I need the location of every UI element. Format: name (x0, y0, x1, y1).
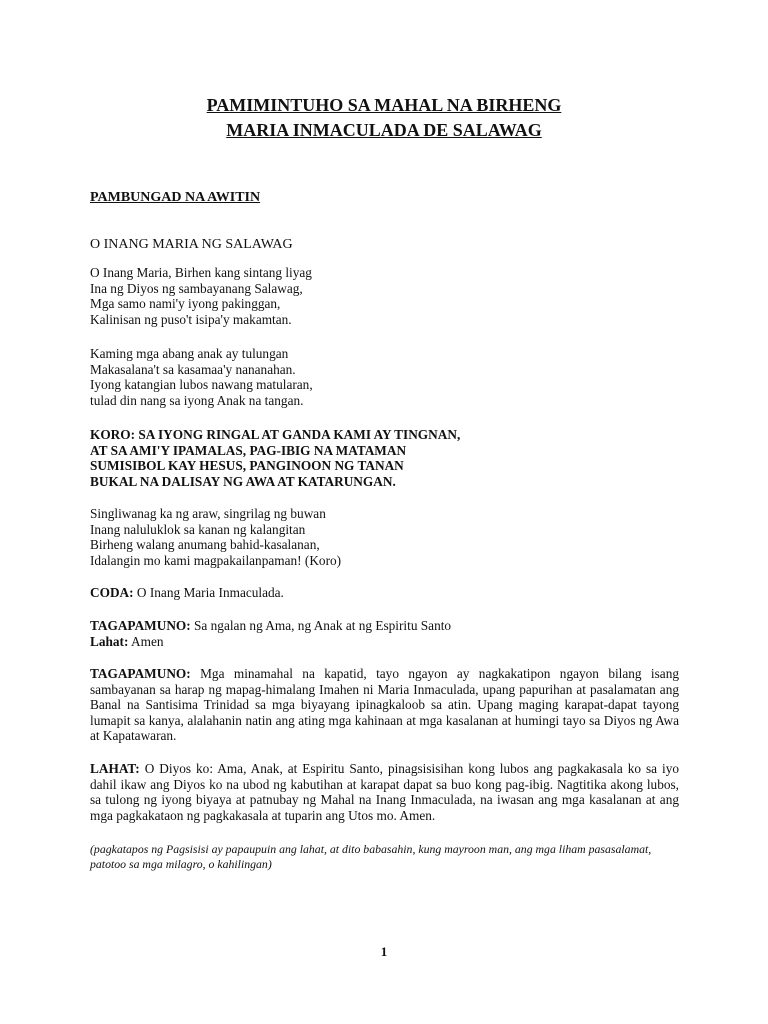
koro-line: KORO: SA IYONG RINGAL AT GANDA KAMI AY TINGNAN, (90, 427, 461, 442)
koro (90, 427, 679, 489)
instruction-note: (pagkatapos ng Pagsisisi ay papaupuin ang lahat, at dito babasahin, kung mayroon man, ang mga liham pasasalamat, patotoo sa mga milagro, o kahilingan) (90, 842, 652, 871)
koro-line: AT SA AMI'Y IPAMALAS, PAG-IBIG NA MATAMAN (90, 442, 407, 458)
intro-label: TAGAPAMUNO: (90, 666, 191, 681)
koro-line: SUMISIBOL KAY HESUS, PANGINOON NG TANAN (90, 458, 404, 474)
greeting-text: Sa ngalan ng Ama, ng Anak at ng Espiritu Santo (194, 618, 452, 633)
song-title: O INANG MARIA NG SALAWAG (90, 237, 293, 252)
stanza-line: Ina ng Diyos ng sambayanang Salawag, (90, 280, 303, 296)
stanza-line: Kaming mga abang anak ay tulungan (90, 346, 289, 361)
intro-text: Mga minamahal na kapatid, tayo ngayon ay nagkakatipon ngayon bilang isang sambayanan sa harap ng mapag-himalang Imahen ni Maria Inmaculada, upang papurihan at pasalamatan ang Banal na Santisima Trinidad sa mga biyayang ipinagkaloob sa atin. Upang maging karapat-dapat tayong lumapit sa kanya, alalahanin natin ang ating mga kahinaan at mga kasalanan at humingi tayo sa Diyos ng Awa at Kapatawaran. (90, 666, 680, 744)
stanza-line: Idalangin mo kami magpakailanpaman! (Koro) (90, 552, 342, 568)
stanza-line: Singliwanag ka ng araw, singrilag ng buwan (90, 506, 326, 521)
stanza-line: O Inang Maria, Birhen kang sintang liyag (90, 265, 312, 280)
stanza-line: tulad din nang sa iyong Anak na tangan. (90, 392, 304, 408)
stanza-3 (90, 506, 679, 568)
coda (90, 585, 679, 601)
stanza-1 (90, 265, 679, 327)
stanza-line: Birheng walang anumang bahid-kasalanan, (90, 537, 320, 553)
stanza-line: Mga samo nami'y iyong pakinggan, (90, 296, 281, 312)
greeting-label: TAGAPAMUNO: (90, 618, 191, 633)
greeting (90, 618, 679, 649)
coda-text: O Inang Maria Inmaculada. (136, 585, 284, 600)
stanza-line: Inang naluluklok sa kanan ng kalangitan (90, 521, 306, 537)
page-number: 1 (380, 944, 388, 959)
intro-paragraph (90, 666, 679, 744)
title-line-2: MARIA INMACULADA DE SALAWAG (226, 120, 542, 140)
koro-line: BUKAL NA DALISAY NG AWA AT KATARUNGAN. (90, 473, 396, 489)
lahat-label: LAHAT: (90, 761, 140, 776)
stanza-line: Kalinisan ng puso't isipa'y makamtan. (90, 311, 292, 327)
lahat-text: O Diyos ko: Ama, Anak, at Espiritu Santo, pinagsisisihan kong lubos ang pagkakasala ko sa iyo dahil ikaw ang Diyos ko na ubod ng kabutihan at karapat dapat sa buo kong pag-ibig. Nagtitika akong lubos, sa tulong ng iyong biyaya at patnubay ng Mahal na Inang Inmaculada, na iwasan ang mga kasalanan at ang mga pagkakataon ng pagkakasala at tuparin ang Utos mo. Amen. (90, 761, 679, 823)
response-text: Amen (131, 633, 164, 649)
document-title (90, 93, 678, 143)
response-label: Lahat: (90, 633, 129, 649)
stanza-2 (90, 346, 679, 408)
section-heading: PAMBUNGAD NA AWITIN (90, 190, 261, 205)
lahat-paragraph (90, 761, 679, 823)
stanza-line: Iyong katangian lubos nawang matularan, (90, 377, 313, 393)
coda-label: CODA: (90, 585, 134, 600)
title-line-1: PAMIMINTUHO SA MAHAL NA BIRHENG (206, 95, 562, 115)
stanza-line: Makasalana't sa kasamaa'y nananahan. (90, 361, 296, 377)
